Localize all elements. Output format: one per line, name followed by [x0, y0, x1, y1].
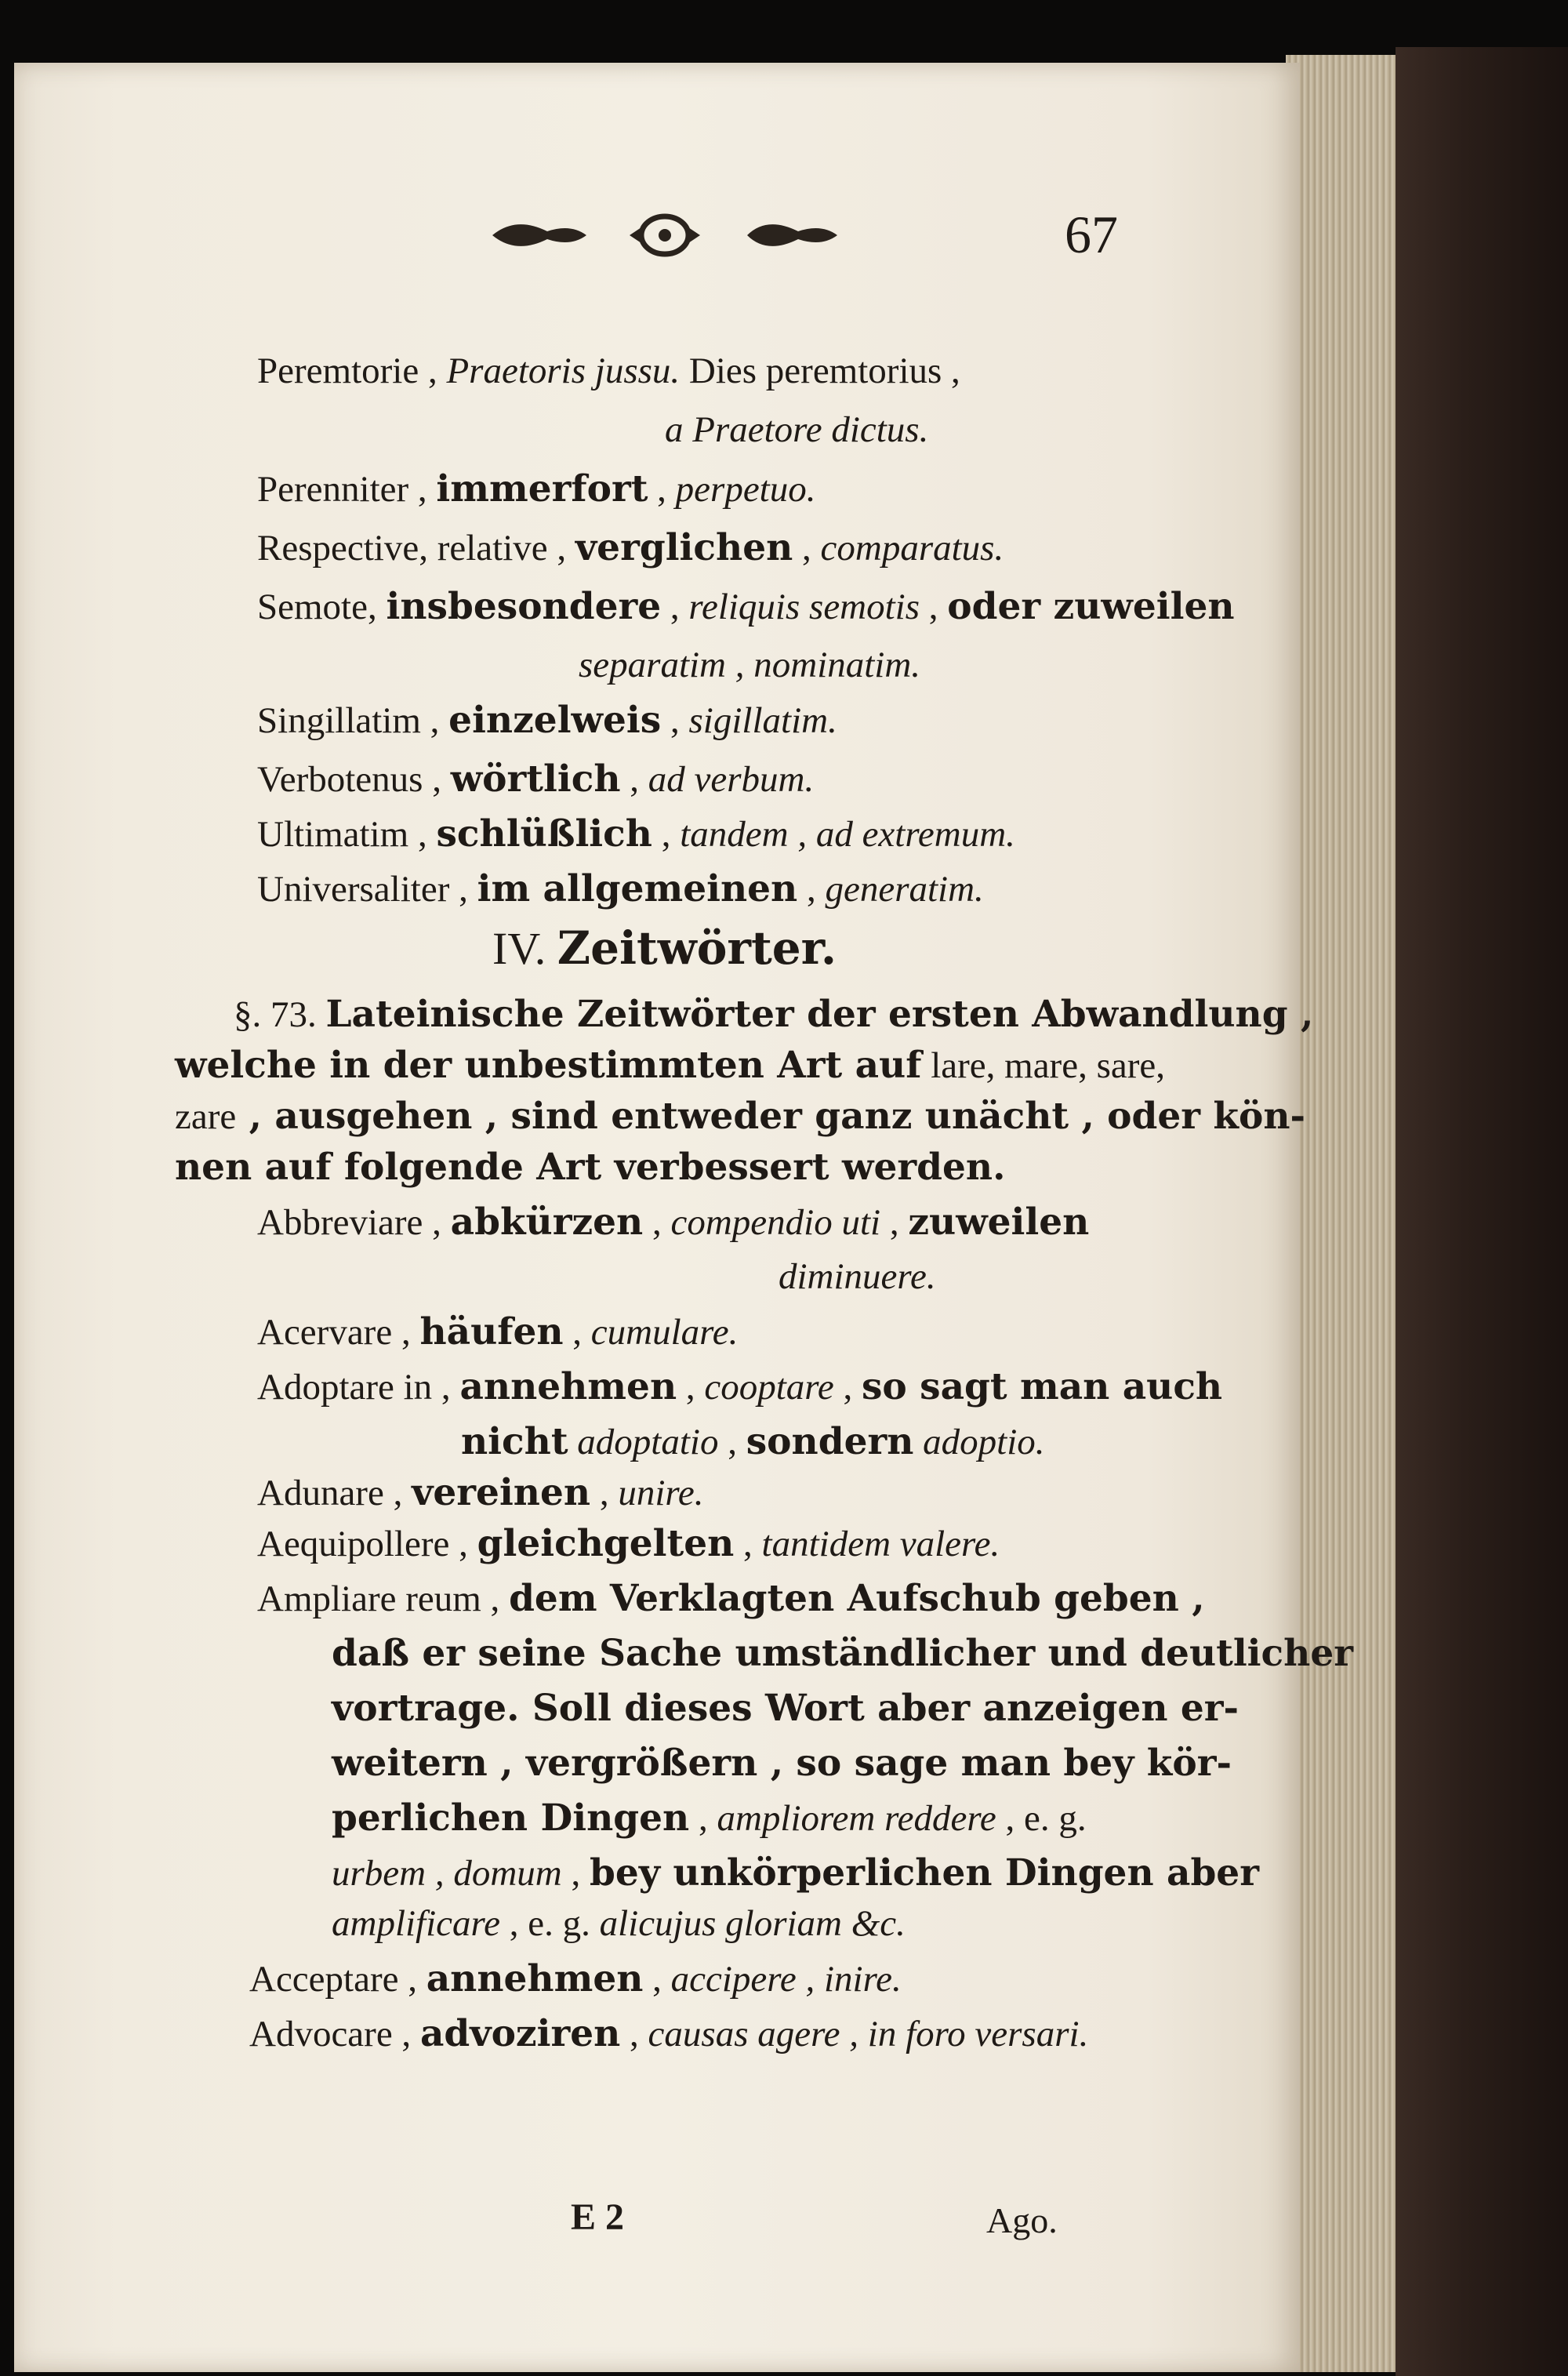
text-run: Praetoris jussu.: [446, 351, 681, 391]
text-line: [249, 1957, 902, 2000]
text-run: tantidem valere.: [761, 1524, 1000, 1564]
text-run: alicujus gloriam &c.: [599, 1903, 906, 1944]
text-run: häufen: [419, 1310, 564, 1353]
text-run: ,: [793, 528, 821, 569]
text-run: schlüßlich: [436, 812, 652, 856]
text-run: ,: [563, 1312, 591, 1353]
text-line: [461, 1420, 1045, 1463]
text-run: ad verbum.: [648, 759, 815, 800]
text-run: a Praetore dictus.: [665, 409, 929, 450]
text-run: insbesondere: [386, 585, 662, 628]
text-run: sigillatim.: [688, 700, 837, 741]
text-run: adoptio.: [913, 1422, 1045, 1462]
text-run: ,: [620, 2014, 648, 2054]
text-line: [332, 1851, 1259, 1895]
text-line: [175, 1146, 1006, 1189]
text-line: [665, 409, 929, 450]
text-line: [257, 1522, 1000, 1565]
text-line: [257, 353, 960, 390]
text-run: daß er seine Sache umständlicher und deutlicher: [332, 1632, 1353, 1675]
text-run: nen auf folgende Art verbessert werden.: [175, 1146, 1006, 1189]
text-run: Ultimatim ,: [257, 814, 437, 855]
page-number: 67: [1065, 205, 1118, 264]
text-line: [332, 1687, 1240, 1730]
text-run: Dies peremtorius ,: [680, 351, 960, 391]
text-run: vereinen: [412, 1471, 591, 1514]
text-run: , e. g.: [499, 1903, 600, 1944]
text-run: ,: [833, 1367, 862, 1408]
text-run: ,: [561, 1853, 590, 1894]
text-line: [234, 993, 1314, 1036]
text-run: annehmen: [459, 1365, 677, 1408]
text-run: ,: [797, 869, 826, 910]
text-run: ,: [620, 759, 648, 800]
text-line: [257, 1471, 704, 1514]
text-line: [257, 699, 837, 742]
text-run: Singillatim ,: [257, 700, 449, 741]
text-run: annehmen: [426, 1957, 644, 2000]
text-run: accipere , inire.: [670, 1959, 902, 2000]
section-title: Zeitwörter.: [557, 921, 837, 975]
text-run: abkürzen: [450, 1201, 644, 1244]
text-line: [257, 867, 984, 910]
text-run: ,: [661, 587, 689, 627]
text-line: [257, 1577, 1205, 1620]
text-line: [257, 1365, 1223, 1408]
text-run: perpetuo.: [675, 469, 816, 510]
catchword: Ago.: [986, 2200, 1058, 2240]
text-line: [579, 647, 920, 684]
text-run: comparatus.: [820, 528, 1004, 569]
text-run: Ampliare reum ,: [257, 1579, 510, 1619]
text-line: [175, 1095, 1306, 1138]
text-line: [257, 526, 1004, 569]
text-run: Universaliter ,: [257, 869, 477, 910]
text-run: Adunare ,: [257, 1473, 412, 1513]
text-run: weitern , vergrößern , so sage man bey kör-: [332, 1742, 1232, 1785]
text-line: [249, 2012, 1089, 2055]
text-run: sondern: [746, 1420, 914, 1463]
text-line: [257, 1201, 1090, 1244]
text-line: [332, 1742, 1232, 1785]
text-run: advoziren: [419, 2012, 621, 2055]
text-line: [257, 1310, 739, 1353]
text-run: so sagt man auch: [861, 1365, 1223, 1408]
text-line: [257, 467, 816, 510]
text-run: urbem , domum: [332, 1853, 562, 1894]
text-run: Lateinische Zeitwörter der ersten Abwandlung ,: [325, 993, 1314, 1036]
text-run: Advocare ,: [249, 2014, 420, 2054]
book-page: [14, 63, 1353, 2372]
text-run: ,: [652, 814, 681, 855]
text-run: ,: [590, 1473, 619, 1513]
text-run: ,: [920, 587, 948, 627]
text-run: gleichgelten: [477, 1522, 735, 1565]
text-run: amplificare: [332, 1903, 500, 1944]
text-run: Peremtorie ,: [257, 351, 447, 391]
text-line: [332, 1797, 1087, 1840]
book-binding: [1396, 47, 1568, 2376]
text-run: zuweilen: [908, 1201, 1090, 1244]
text-line: [332, 1903, 906, 1944]
text-run: vortrage. Soll dieses Wort aber anzeigen er-: [332, 1687, 1240, 1730]
text-run: Semote,: [257, 587, 387, 627]
text-run: dem Verklagten Aufschub geben ,: [509, 1577, 1205, 1620]
page-content: [14, 63, 1353, 2372]
text-run: Perenniter ,: [257, 469, 437, 510]
text-run: ,: [689, 1798, 717, 1839]
text-run: Respective, relative ,: [257, 528, 575, 569]
text-run: reliquis semotis: [688, 587, 920, 627]
text-run: cooptare: [704, 1367, 834, 1408]
text-run: Abbreviare ,: [257, 1202, 451, 1243]
text-run: immerfort: [436, 467, 648, 510]
text-run: , ausgehen , sind entweder ganz unächt , oder kön-: [236, 1095, 1306, 1138]
text-line: [257, 812, 1015, 856]
text-run: ,: [643, 1202, 671, 1243]
text-run: welche in der unbestimmten Art auf: [175, 1044, 922, 1087]
text-run: tandem , ad extremum.: [680, 814, 1015, 855]
text-run: lare, mare, sare,: [921, 1045, 1165, 1086]
text-run: generatim.: [825, 869, 984, 910]
text-run: Acervare ,: [257, 1312, 420, 1353]
text-run: Acceptare ,: [249, 1959, 426, 2000]
header-ornament-icon: [485, 204, 845, 267]
text-run: separatim , nominatim.: [579, 645, 921, 685]
text-run: wörtlich: [450, 757, 621, 801]
text-line: [175, 1044, 1165, 1087]
text-run: bey unkörperlichen Dingen aber: [589, 1851, 1259, 1895]
text-run: ,: [648, 469, 676, 510]
text-run: adoptatio: [568, 1422, 719, 1462]
text-run: §. 73.: [234, 994, 326, 1035]
text-run: verglichen: [575, 526, 793, 569]
page-edges: [1286, 55, 1400, 2372]
text-run: ,: [718, 1422, 746, 1462]
text-run: diminuere.: [779, 1256, 936, 1297]
text-run: , e. g.: [996, 1798, 1087, 1839]
text-run: ,: [880, 1202, 909, 1243]
section-heading: [492, 921, 837, 975]
text-run: compendio uti: [670, 1202, 881, 1243]
text-run: perlichen Dingen: [332, 1797, 690, 1840]
text-run: ampliorem reddere: [717, 1798, 996, 1839]
text-run: einzelweis: [448, 699, 662, 742]
text-run: zare: [175, 1096, 237, 1137]
text-run: unire.: [618, 1473, 704, 1513]
text-run: Aequipollere ,: [257, 1524, 477, 1564]
text-run: cumulare.: [590, 1312, 739, 1353]
text-run: ,: [677, 1367, 705, 1408]
text-run: ,: [661, 700, 689, 741]
text-line: [257, 757, 815, 801]
text-run: causas agere , in foro versari.: [648, 2014, 1089, 2054]
signature-mark: E 2: [571, 2196, 625, 2238]
text-run: ,: [643, 1959, 671, 2000]
text-line: [332, 1632, 1353, 1675]
text-run: Adoptare in ,: [257, 1367, 460, 1408]
text-run: Verbotenus ,: [257, 759, 451, 800]
section-roman-numeral: IV.: [492, 923, 557, 974]
text-run: ,: [734, 1524, 762, 1564]
text-run: im allgemeinen: [477, 867, 798, 910]
text-line: [779, 1256, 936, 1297]
text-run: oder zuweilen: [947, 585, 1235, 628]
text-line: [257, 585, 1235, 628]
text-run: nicht: [461, 1420, 568, 1463]
